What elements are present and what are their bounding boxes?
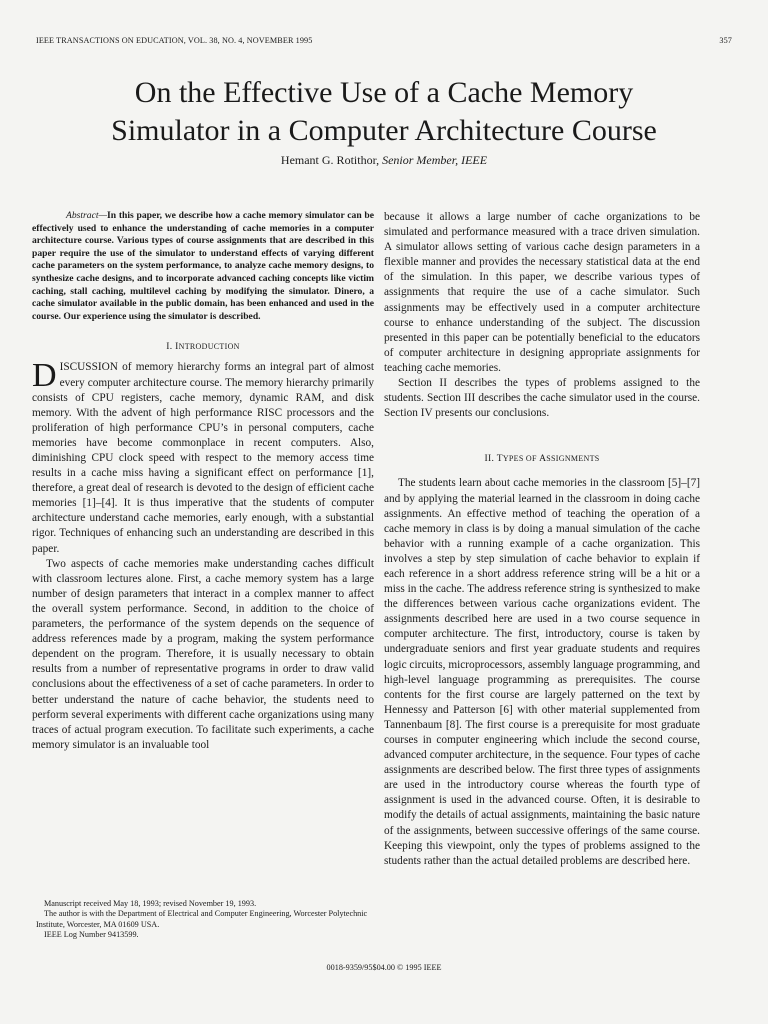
section-1-heading-first: I xyxy=(175,341,179,353)
footnote-line-2: The author is with the Department of Electrical and Computer Engineering, Worcester Polytechnic Institute, Worcester, MA 01609 USA. xyxy=(36,909,368,929)
drop-cap: D xyxy=(32,357,57,395)
abstract-text: In this paper, we describe how a cache memory simulator can be effectively used to enhance the understanding of cache memories in a computer architecture course. Various types of course assignments that are described in this paper require the use of the simulator to understand effects of varying different cache parameters on the system performance, to analyze cache memory designs, to synthesize cache designs, and to incorporate advanced caching concepts like victim caching, stall caching, multilevel caching by modifying the simulator. Dinero, a cache simulator available in the public domain, has been enhanced and used in the course. Our experience using the simulator is described. xyxy=(32,210,374,322)
intro-paragraph-1-text: ISCUSSION of memory hierarchy forms an integral part of almost every computer architecture course. The memory hierarchy primarily consists of CPU registers, cache memory, dynamic RAM, and disk memory. With the advent of high performance RISC processors and the proliferation of high performance CPU’s in personal computers, cache memories have become commonplace in recent computers. Also, diminishing CPU clock speed with respect to the memory access time results in a cache miss having a significant effect on performance [1], therefore, a great deal of research is devoted to the design of efficient cache memories [1]–[4]. It is thus imperative that the students of computer architecture understand cache memories, early enough, with a substantial rigor. Techniques of enhancing such an understanding are described in this paper. xyxy=(32,361,374,555)
section-2-heading-first-b: A xyxy=(539,453,547,465)
page-number: 357 xyxy=(719,36,732,45)
right-column xyxy=(384,210,700,869)
left-column xyxy=(32,210,374,753)
abstract xyxy=(32,210,374,323)
section-1-heading-rest: NTRODUCTION xyxy=(178,342,240,352)
section-1-number: I. xyxy=(166,341,176,353)
running-header xyxy=(36,36,732,45)
copyright-line: 0018-9359/95$04.00 © 1995 IEEE xyxy=(326,963,442,972)
footnote xyxy=(36,899,376,941)
intro-paragraph-4: Section II describes the types of problems assigned to the students. Section III describes the cache simulator used in the course. Section IV presents our conclusions. xyxy=(384,377,700,420)
title-line-1: On the Effective Use of a Cache Memory xyxy=(134,76,634,109)
abstract-lead: Abstract— xyxy=(66,210,108,221)
section-2-heading-rest-b: SSIGNMENTS xyxy=(546,454,600,464)
paper-title xyxy=(0,74,768,150)
intro-paragraph-3: because it allows a large number of cache organizations to be simulated and performance measured with a trace driven simulation. A simulator allows setting of various cache design parameters in a flexible manner and provides the necessary statistical data at the end of the simulation. In this paper, we describe various types of assignments that require the use of a cache simulator. Such assignments may be effectively used in a computer architecture course to enhance understanding of the subject. The discussion presented in this paper can be potentially beneficial to the educators of computer architecture in designing appropriate assignments for teaching cache memories. xyxy=(384,211,700,374)
author-line xyxy=(0,153,768,168)
assignments-paragraph-1: The students learn about cache memories in the classroom [5]–[7] and by applying the material learned in the classroom in doing cache assignments. An effective method of teaching the operation of a cache memory in class is by doing a manual simulation of the cache behavior with a running example of a cache organization. This involves a step by step simulation of cache behavior to explain if each reference in a short address reference string will be a hit or a miss in the cache. The address reference string is synthesized to make the differences between various cache organizations evident. The assignments described here are used in a two course sequence in computer architecture. The first, introductory, course is taken by undergraduate seniors and first year graduate students and requires logic circuits, microprocessors, assembly language programming, and high-level language programming as prerequisites. The course contents for the first course are largely patterned on the text by Hennessy and Patterson [6] with other material supplemented from Tannenbaum [8]. The first course is a prerequisite for most graduate courses in computer engineering which include the second course, advanced computer architecture, in the sequence. Four types of cache assignments are described below. The first three types of assignments are used in the introductory course whereas the fourth type of assignment is used in the advanced course. Often, it is desirable to modify the details of actual assignments, maintaining the basic nature of the assignments, between successive offerings of the same course. Keeping this viewpoint, only the types of problems assigned to the students rather than the actual detailed problems are described here. xyxy=(384,477,700,867)
section-heading-types-of-assignments xyxy=(384,451,700,466)
intro-paragraph-2: Two aspects of cache memories make understanding caches difficult with classroom lectures alone. First, a cache memory system has a large number of design parameters that interact in a complex manner to affect the overall system performance. Second, in addition to the choice of parameters, the performance of the system depends on the sequence of address references made by a program, making the system performance dependent on the program. Therefore, it is usually necessary to obtain results from a number of representative programs in order to draw valid conclusions about the effectiveness of a set of cache parameters. In order to better understand the nature of cache behavior, the students need to perform several experiments with different cache organizations using many traces of actual program execution. To facilitate such experiments, a cache memory simulator is an invaluable tool xyxy=(32,557,374,751)
footnote-line-1: Manuscript received May 18, 1993; revised November 19, 1993. xyxy=(44,899,257,908)
section-2-heading-first-a: T xyxy=(496,453,503,465)
section-2-number: II. xyxy=(484,453,497,465)
section-2-heading-rest-a: YPES OF xyxy=(502,454,540,464)
intro-paragraph-1 xyxy=(32,357,374,556)
title-line-2: Simulator in a Computer Architecture Course xyxy=(111,114,657,147)
journal-name: IEEE TRANSACTIONS ON EDUCATION, VOL. 38, NO. 4, NOVEMBER 1995 xyxy=(36,36,313,45)
author-role: Senior Member, IEEE xyxy=(382,153,488,167)
author-name: Hemant G. Rotithor, xyxy=(280,153,380,167)
section-heading-introduction xyxy=(32,339,374,354)
footnote-line-3: IEEE Log Number 9413599. xyxy=(44,930,139,940)
